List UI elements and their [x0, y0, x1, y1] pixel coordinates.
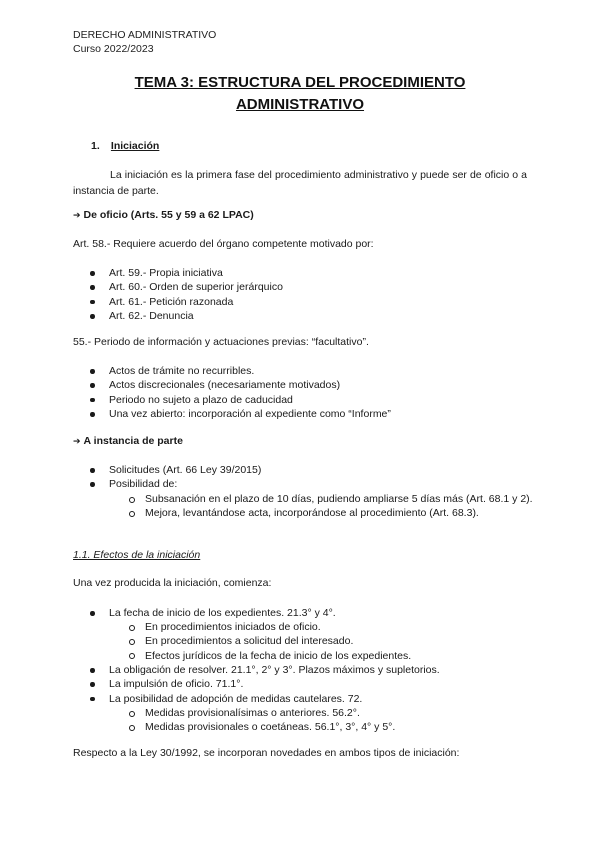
efectos-intro: Una vez producida la iniciación, comienza:: [73, 577, 272, 589]
list-item: La impulsión de oficio. 71.1°.: [88, 677, 533, 691]
instancia-sublist: [128, 492, 533, 521]
document-header: [73, 28, 216, 56]
list-item: Art. 62.- Denuncia: [88, 309, 533, 323]
arrow-icon: ➔: [73, 210, 81, 220]
sublist-item: Medidas provisionales o coetáneas. 56.1°, 3°, 4° y 5°.: [128, 720, 533, 734]
sublist-item: Subsanación en el plazo de 10 días, pudiendo ampliarse 5 días más (Art. 68.1 y 2).: [128, 492, 533, 506]
list-item: La posibilidad de adopción de medidas cautelares. 72.: [88, 692, 533, 706]
efectos-sublist-4: [128, 706, 533, 735]
intro-paragraph: La iniciación es la primera fase del procedimiento administrativo y puede ser de oficio o a instancia de parte.: [73, 169, 527, 197]
art55-paragraph: 55.- Periodo de información y actuaciones previas: “facultativo”.: [73, 336, 369, 348]
instancia-list: [88, 463, 533, 492]
list-item: Una vez abierto: incorporación al expediente como “Informe”: [88, 407, 533, 421]
sublist-item: Medidas provisionalísimas o anteriores. 56.2°.: [128, 706, 533, 720]
de-oficio-list: [88, 266, 533, 324]
section-1-heading: [91, 140, 159, 152]
title-line-1: TEMA 3: ESTRUCTURA DEL PROCEDIMIENTO: [134, 74, 466, 91]
section-number: 1.: [91, 140, 100, 152]
de-oficio-heading: [73, 209, 533, 221]
list-item: Solicitudes (Art. 66 Ley 39/2015): [88, 463, 533, 477]
sublist-item: Efectos jurídicos de la fecha de inicio de los expedientes.: [128, 649, 533, 663]
art55-list: [88, 364, 533, 422]
efectos-sublist-1: [128, 620, 533, 663]
list-item: Posibilidad de:: [88, 477, 533, 491]
efectos-list-item1: [88, 606, 533, 620]
list-item: Art. 60.- Orden de superior jerárquico: [88, 280, 533, 294]
list-item: Periodo no sujeto a plazo de caducidad: [88, 393, 533, 407]
sublist-item: En procedimientos iniciados de oficio.: [128, 620, 533, 634]
list-item: Art. 61.- Petición razonada: [88, 295, 533, 309]
sublist-item: En procedimientos a solicitud del interesado.: [128, 634, 533, 648]
de-oficio-heading-text: De oficio (Arts. 55 y 59 a 62 LPAC): [83, 209, 254, 221]
list-item: La obligación de resolver. 21.1°, 2° y 3°. Plazos máximos y supletorios.: [88, 663, 533, 677]
art58-paragraph: Art. 58.- Requiere acuerdo del órgano competente motivado por:: [73, 238, 374, 250]
sublist-item: Mejora, levantándose acta, incorporándose al procedimiento (Art. 68.3).: [128, 506, 533, 520]
closing-paragraph: Respecto a la Ley 30/1992, se incorporan novedades en ambos tipos de iniciación:: [73, 747, 460, 759]
page-title: [60, 72, 540, 116]
instancia-heading-text: A instancia de parte: [83, 435, 183, 447]
title-line-2: ADMINISTRATIVO: [235, 96, 365, 113]
list-item: Art. 59.- Propia iniciativa: [88, 266, 533, 280]
section-title: Iniciación: [110, 140, 160, 152]
efectos-heading: 1.1. Efectos de la iniciación: [73, 549, 201, 561]
course-year: Curso 2022/2023: [73, 43, 154, 55]
list-item: La fecha de inicio de los expedientes. 21.3° y 4°.: [88, 606, 533, 620]
subject-name: DERECHO ADMINISTRATIVO: [73, 29, 217, 41]
instancia-heading: [73, 435, 533, 447]
list-item: Actos discrecionales (necesariamente motivados): [88, 378, 533, 392]
efectos-list-items-2-4: [88, 663, 533, 706]
list-item: Actos de trámite no recurribles.: [88, 364, 533, 378]
arrow-icon: ➔: [73, 436, 81, 446]
